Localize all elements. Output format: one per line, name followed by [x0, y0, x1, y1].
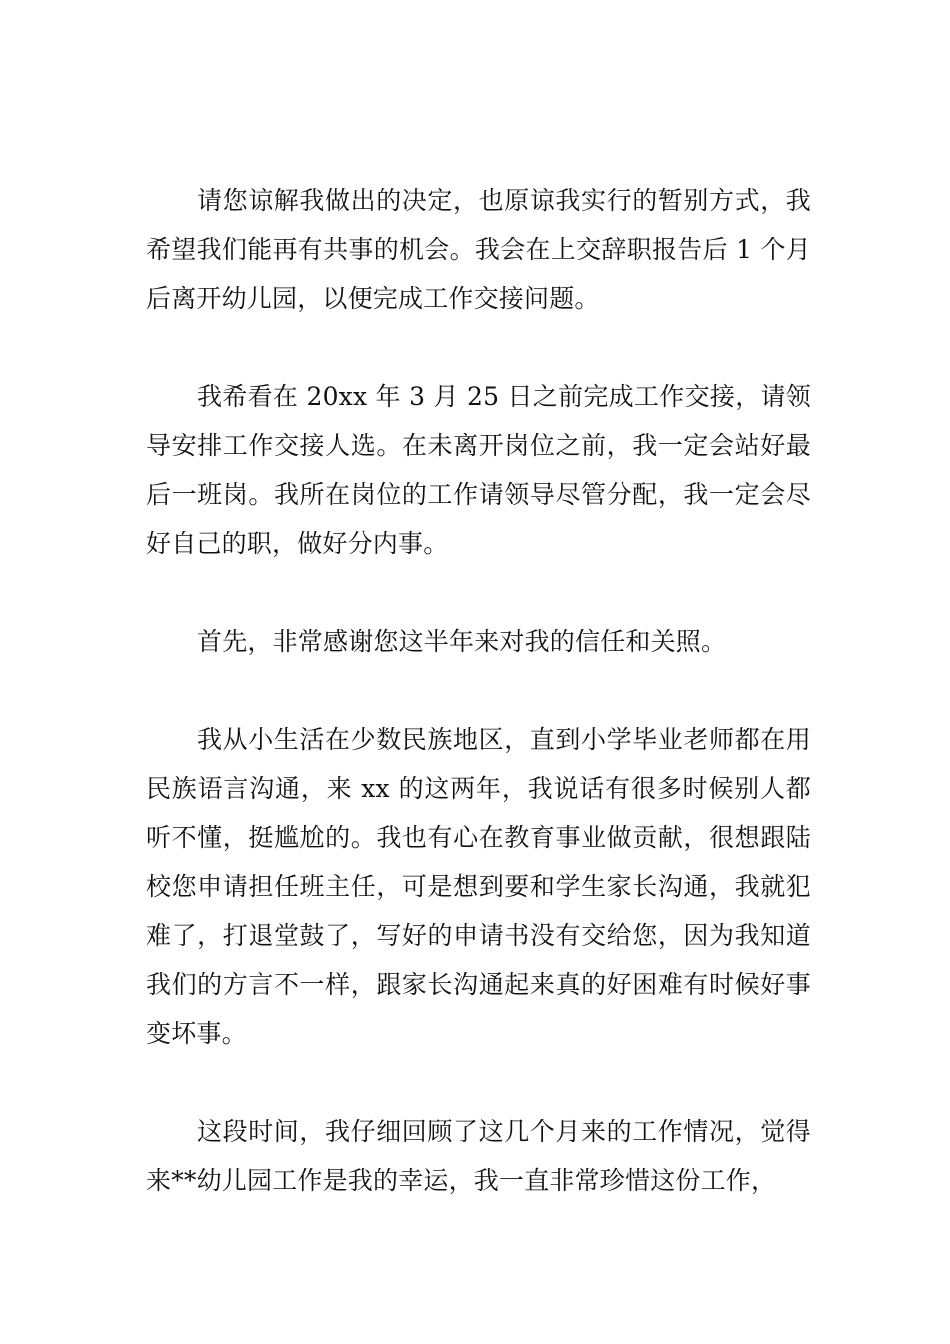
paragraph-spacer	[146, 323, 811, 372]
paragraph-5: 这段时间，我仔细回顾了这几个月来的工作情况，觉得来**幼儿园工作是我的幸运，我一直非常珍惜这份工作，	[146, 1117, 811, 1195]
paragraph-spacer	[146, 568, 811, 617]
paragraph-2: 我希看在 20xx 年 3 月 25 日之前完成工作交接，请领导安排工作交接人选。在未离开岗位之前，我一定会站好最后一班岗。我所在岗位的工作请领导尽管分配，我一定会尽好自己的职，做好分内事。	[146, 382, 811, 558]
paragraph-3: 首先，非常感谢您这半年来对我的信任和关照。	[197, 627, 727, 656]
paragraph-4: 我从小生活在少数民族地区，直到小学毕业老师都在用民族语言沟通，来 xx 的这两年，我说话有很多时候别人都听不懂，挺尴尬的。我也有心在教育事业做贡献，很想跟陆校您申请担任班主任，可是想到要和学生家长沟通，我就犯难了，打退堂鼓了，写好的申请书没有交给您，因为我知道我们的方言不一样，跟家长沟通起来真的好困难有时候好事变坏事。	[146, 725, 811, 1048]
paragraph-spacer	[146, 666, 811, 715]
paragraph-1: 请您谅解我做出的决定，也原谅我实行的暂别方式，我希望我们能再有共事的机会。我会在上交辞职报告后 1 个月后离开幼儿园，以便完成工作交接问题。	[146, 186, 811, 313]
paragraph-spacer	[146, 1058, 811, 1107]
document-body	[146, 176, 811, 1205]
